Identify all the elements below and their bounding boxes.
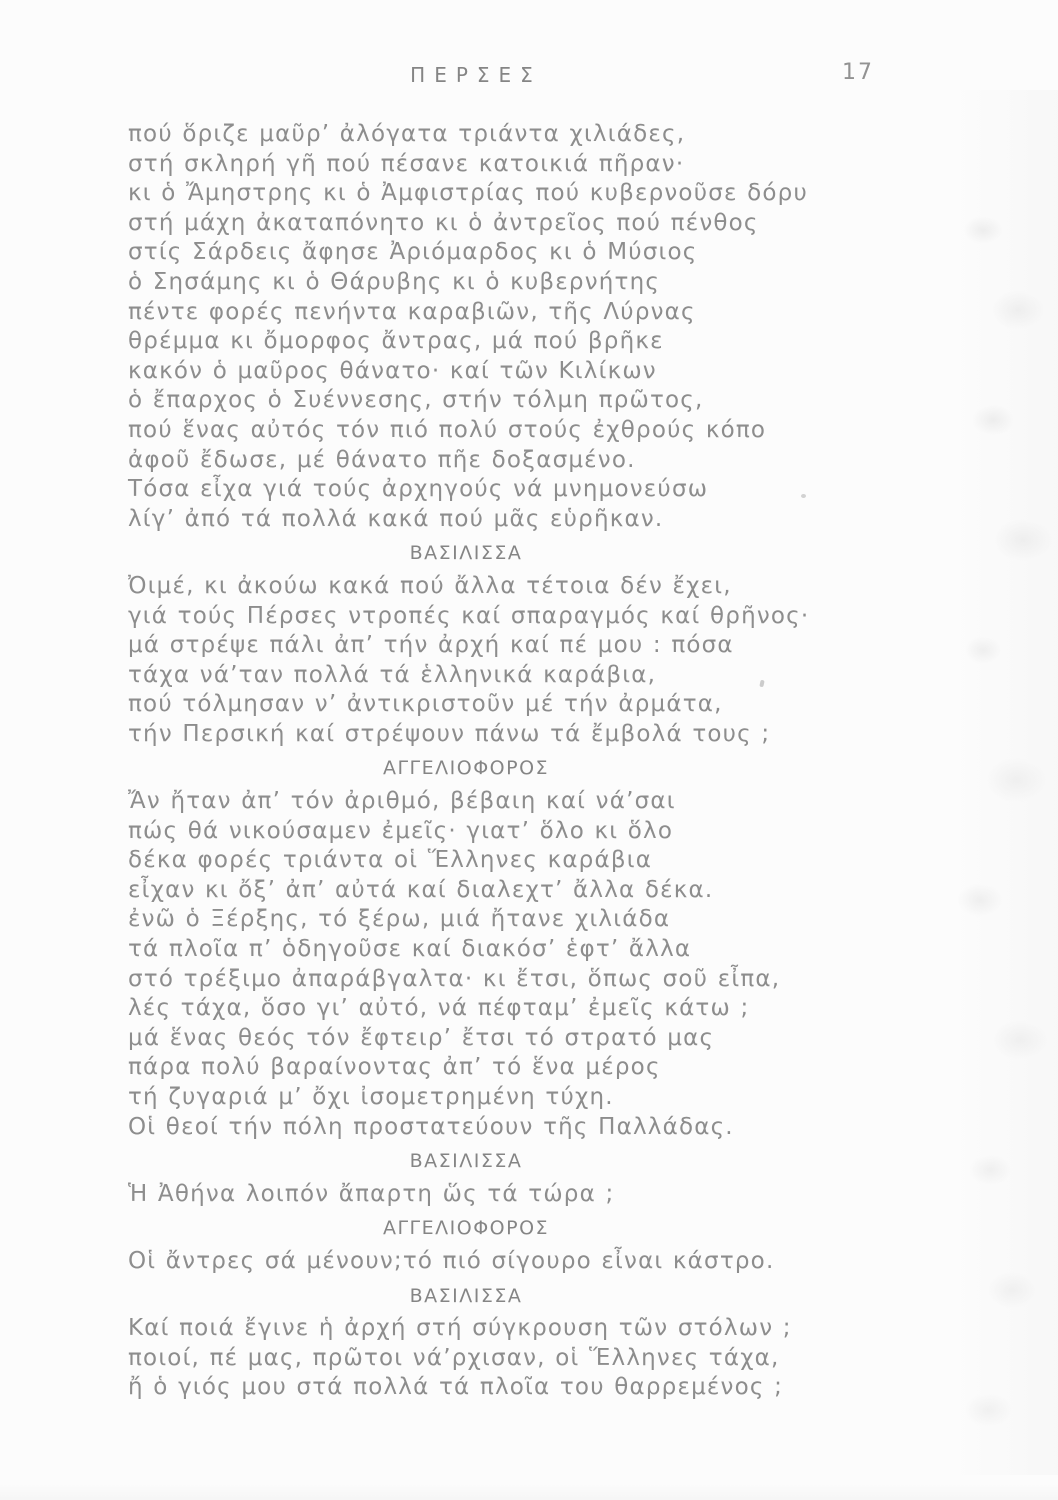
verse-line: στή σκληρή γῆ πού πέσανε κατοικιά πῆραν· — [128, 150, 685, 177]
verse-line: στίς Σάρδεις ἄφησε Ἀριόμαρδος κι ὁ Μύσιος — [128, 239, 698, 266]
verse-line: λίγ’ ἀπό τά πολλά κακά πού μᾶς εὑρῆκαν. — [128, 505, 664, 532]
scan-shade-bottom — [0, 1484, 1058, 1500]
speaker-heading: ΑΓΓΕΛΙΟΦΟΡΟΣ — [382, 757, 550, 780]
verse-line: Τόσα εἶχα γιά τούς ἀρχηγούς νά μνημονεύσω — [128, 476, 709, 503]
text-column — [128, 120, 810, 1403]
speaker-heading: ΒΑΣΙΛΙΣΣΑ — [409, 542, 523, 565]
verse-line: τήν Περσική καί στρέψουν πάνω τά ἔμβολά τους ; — [128, 720, 771, 747]
verse-line: τή ζυγαριά μ’ ὄχι ἰσομετρημένη τύχη. — [128, 1084, 614, 1110]
verse-line: ὁ ἔπαρχος ὁ Συέννεσης, στήν τόλμη πρῶτος, — [128, 387, 704, 414]
verse-line: πέντε φορές πενήντα καραβιῶν, τῆς Λύρνας — [128, 298, 696, 325]
scan-artifact-dot — [801, 494, 806, 498]
verse-line: ἀφοῦ ἔδωσε, μέ θάνατο πῆε δοξασμένο. — [128, 446, 636, 473]
scan-noise-right-edge — [948, 90, 1058, 1475]
verse-line: στό τρέξιμο ἀπαράβγαλτα· κι ἔτσι, ὅπως σοῦ εἶπα, — [128, 965, 781, 992]
verse-line: Οἱ θεοί τήν πόλη προστατεύουν τῆς Παλλάδας. — [128, 1113, 734, 1140]
verse-line: πού τόλμησαν ν’ ἀντικριστοῦν μέ τήν ἀρμάτα, — [128, 691, 723, 718]
verse-line: γιά τούς Πέρσες ντροπές καί σπαραγμός καί θρῆνος· — [128, 602, 810, 629]
verse-line: μά ἕνας θεός τόν ἔφτειρ’ ἔτσι τό στρατό μας — [128, 1024, 715, 1051]
page-header-title: ΠΕΡΣΕΣ — [410, 63, 542, 87]
verse-line: τάχα νά’ταν πολλά τά ἑλληνικά καράβια, — [128, 661, 657, 688]
verse-line: εἶχαν κι ὄξ’ ἀπ’ αὐτά καί διαλεχτ’ ἄλλα δέκα. — [128, 876, 714, 903]
page-number: 17 — [842, 60, 874, 85]
verse-line: Οἱ ἄντρες σά μένουν;τό πιό σίγουρο εἶναι κάστρο. — [128, 1247, 775, 1274]
verse-line: Ἡ Ἀθήνα λοιπόν ἄπαρτη ὥς τά τώρα ; — [128, 1180, 615, 1207]
verse-line: ἐνῶ ὁ Ξέρξης, τό ξέρω, μιά ἤτανε χιλιάδα — [128, 906, 671, 933]
verse-line: κι ὁ Ἄμηστρης κι ὁ Ἀμφιστρίας πού κυβερνοῦσε δόρυ — [128, 180, 808, 207]
verse-line: ἤ ὁ γιός μου στά πολλά τά πλοῖα του θαρρεμένος ; — [128, 1374, 784, 1401]
verse-line: πού ἕνας αὐτός τόν πιό πολύ στούς ἐχθρούς κόπο — [128, 416, 767, 443]
verse-line: Ἄν ἤταν ἀπ’ τόν ἀριθμό, βέβαιη καί νά’σαι — [128, 788, 676, 815]
verse-line: Καί ποιά ἔγινε ἡ ἀρχή στή σύγκρουση τῶν στόλων ; — [128, 1315, 792, 1342]
verse-line: πάρα πολύ βαραίνοντας ἀπ’ τό ἕνα μέρος — [128, 1054, 661, 1081]
verse-line: τά πλοῖα π’ ὁδηγοῦσε καί διακόσ’ ἑφτ’ ἄλλα — [128, 936, 692, 963]
verse-line: κακόν ὁ μαῦρος θάνατο· καί τῶν Κιλίκων — [128, 357, 657, 384]
verse-line: ὁ Σησάμης κι ὁ Θάρυβης κι ὁ κυβερνήτης — [128, 268, 661, 295]
speaker-heading: ΑΓΓΕΛΙΟΦΟΡΟΣ — [382, 1217, 550, 1240]
verse-line: Ὀιμέ, κι ἀκούω κακά πού ἄλλα τέτοια δέν ἔχει, — [128, 572, 732, 599]
verse-line: θρέμμα κι ὄμορφος ἄντρας, μά πού βρῆκε — [128, 328, 664, 355]
speaker-heading: ΒΑΣΙΛΙΣΣΑ — [409, 1284, 523, 1307]
verse-line: πώς θά νικούσαμεν ἐμεῖς· γιατ’ ὅλο κι ὅλο — [128, 817, 674, 844]
verse-line: μά στρέψε πάλι ἀπ’ τήν ἀρχή καί πέ μου : πόσα — [128, 632, 734, 659]
verse-line: πού ὅριζε μαῦρ’ ἀλόγατα τριάντα χιλιάδες, — [128, 121, 686, 147]
verse-line: δέκα φορές τριάντα οἱ Ἕλληνες καράβια — [128, 847, 653, 874]
verse-line: ποιοί, πέ μας, πρῶτοι νά’ρχισαν, οἱ Ἕλληνες τάχα, — [128, 1344, 780, 1371]
speaker-heading: ΒΑΣΙΛΙΣΣΑ — [409, 1150, 523, 1173]
verse-line: στή μάχη ἀκαταπόνητο κι ὁ ἀντρεῖος πού πένθος — [128, 209, 759, 236]
verse-line: λές τάχα, ὅσο γι’ αὐτό, νά πέφταμ’ ἐμεῖς κάτω ; — [128, 995, 750, 1022]
